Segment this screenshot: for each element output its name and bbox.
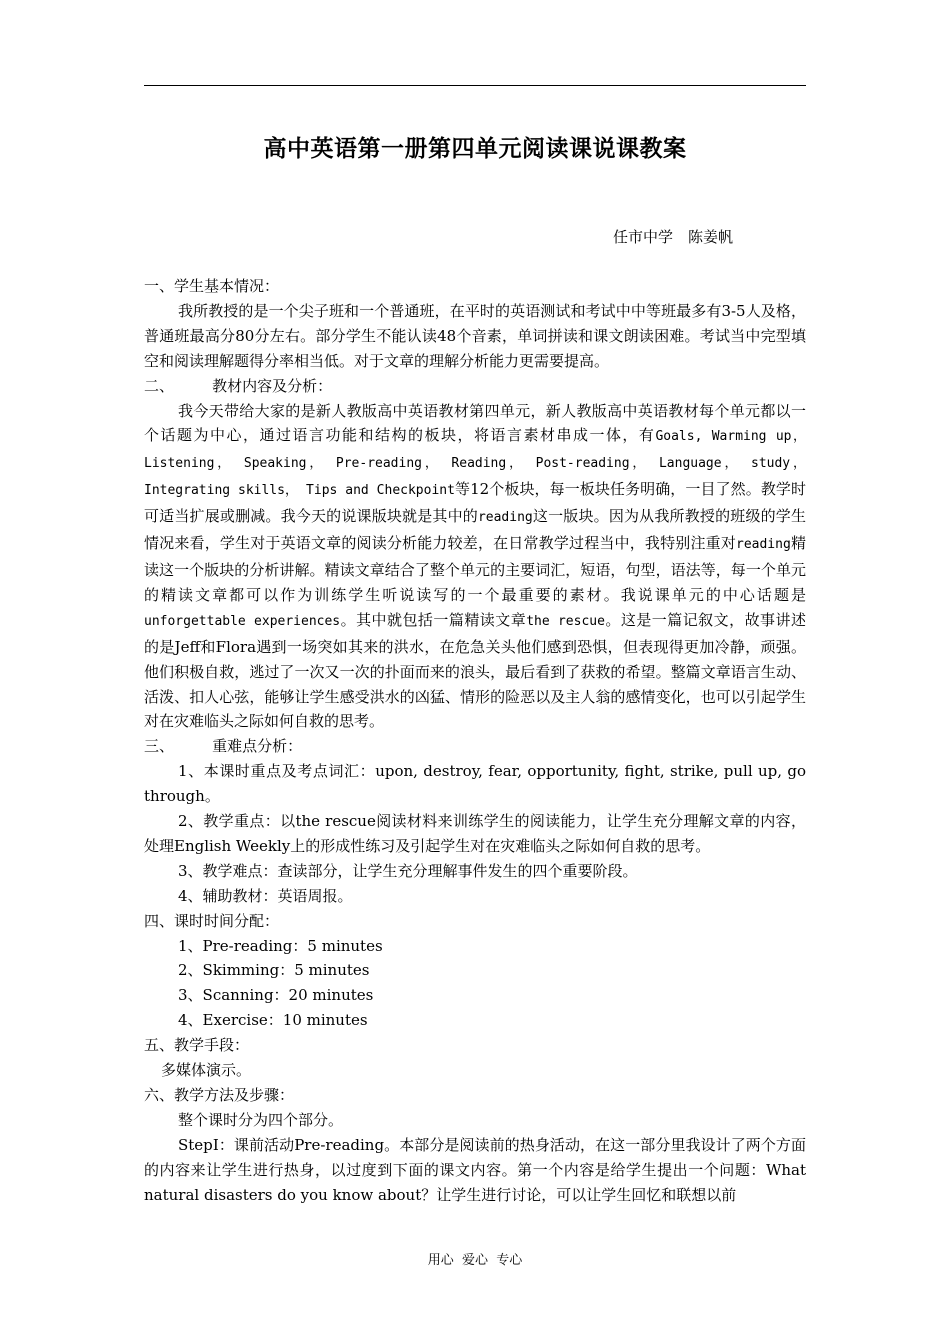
section-heading-teaching-means: 五、教学手段：	[144, 1036, 250, 1055]
teaching-means-item: 多媒体演示。	[161, 1061, 252, 1080]
key-point-item: 2、教学重点：以the rescue阅读材料来训练学生的阅读能力，让学生充分理解文章的内容，处理English Weekly上的形成性练习及引起学生对在灾难临头之际如何自救的思考。	[144, 812, 806, 855]
paragraph-material-analysis	[144, 399, 806, 735]
text-run: 等12个板块，每一板块任务明确，一目了然。教学时可适当扩展或删减。我今天的说课版块就是其中的	[144, 480, 806, 526]
text-run: 。这是一篇记叙文，故事讲述的是Jeff和Flora遇到一场突如其来的洪水，在危急关头他们感到恐惧，但表现得更加冷静，顽强。他们积极自救，逃过了一次又一次的扑面而来的浪头，最后看到了获救的希望。整篇文章语言生动、活泼、扣人心弦，能够让学生感受洪水的凶猛、情形的险恶以及主人翁的感情变化，也可以引起学生对在灾难临头之际如何自救的思考。	[144, 610, 806, 731]
term-rescue: the rescue	[526, 613, 605, 629]
term-reading: reading	[736, 537, 791, 553]
time-item: 3、Scanning：20 minutes	[178, 986, 374, 1005]
key-point-item: 1、本课时重点及考点词汇：upon, destroy, fear, opportunity, fight, strike, pull up, go through。	[144, 762, 806, 806]
text-run: 精读这一个版块的分析讲解。精读文章结合了整个单元的主要词汇，短语，句型，语法等，每一个单元的精读文章都可以作为训练学生听说读写的一个最重要的素材。我说课单元的中心话题是	[144, 534, 806, 604]
term-reading: reading	[477, 510, 533, 526]
text-run: 。其中就包括一篇精读文章	[340, 610, 527, 629]
document-body	[144, 274, 806, 1208]
time-item: 1、Pre-reading：5 minutes	[178, 936, 383, 955]
paragraph-methods-intro: 整个课时分为四个部分。	[178, 1110, 344, 1129]
section-heading-teaching-methods: 六、教学方法及步骤：	[144, 1086, 295, 1104]
text-run: 这一版块。因为从我所教授的班级的学生情况来看，学生对于英语文章的阅读分析能力较差，在日常教学过程当中，我特别注重对	[144, 507, 806, 553]
document-title: 高中英语第一册第四单元阅读课说课教案	[263, 135, 687, 162]
page-footer: 用心 爱心 专心	[427, 1253, 523, 1268]
section-heading-time-allocation: 四、课时时间分配：	[144, 911, 280, 930]
key-point-item: 3、教学难点：查读部分，让学生充分理解事件发生的四个重要阶段。	[178, 861, 638, 880]
section-heading-key-points: 三、 重难点分析：	[144, 737, 303, 756]
term-topic: unforgettable experiences	[144, 613, 341, 629]
section-heading-student-situation: 一、学生基本情况：	[144, 277, 280, 295]
module-list: Goals, Warming up， Listening， Speaking， Pre-reading， Reading， Post-reading， Language， study， Integrating skills， Tips and Checkpoint	[144, 429, 806, 499]
header-rule	[144, 85, 806, 86]
key-point-item: 4、辅助教材：英语周报。	[178, 886, 353, 905]
time-item: 2、Skimming：5 minutes	[178, 961, 370, 980]
paragraph-step-one: StepⅠ：课前活动Pre-reading。本部分是阅读前的热身活动，在这一部分里我设计了两个方面的内容来让学生进行热身，以过度到下面的课文内容。第一个内容是给学生提出一个问题：What natural disasters do you know about？让学生进行讨论，可以让学生回忆和联想以前	[144, 1135, 806, 1204]
author-line: 任市中学 陈姜帆	[613, 228, 734, 246]
paragraph-student-situation: 我所教授的是一个尖子班和一个普通班，在平时的英语测试和考试中中等班最多有3-5人及格，普通班最高分80分左右。部分学生不能认读48个音素，单词拼读和课文朗读困难。考试当中完型填空和阅读理解题得分率相当低。对于文章的理解分析能力更需要提高。	[144, 301, 806, 370]
section-heading-material-analysis: 二、 教材内容及分析：	[144, 376, 333, 395]
text-run: 我今天带给大家的是新人教版高中英语教材第四单元，新人教版高中英语教材每个单元都以一个话题为中心，通过语言功能和结构的板块，将语言素材串成一体，有	[144, 401, 806, 445]
time-item: 4、Exercise：10 minutes	[178, 1011, 368, 1030]
